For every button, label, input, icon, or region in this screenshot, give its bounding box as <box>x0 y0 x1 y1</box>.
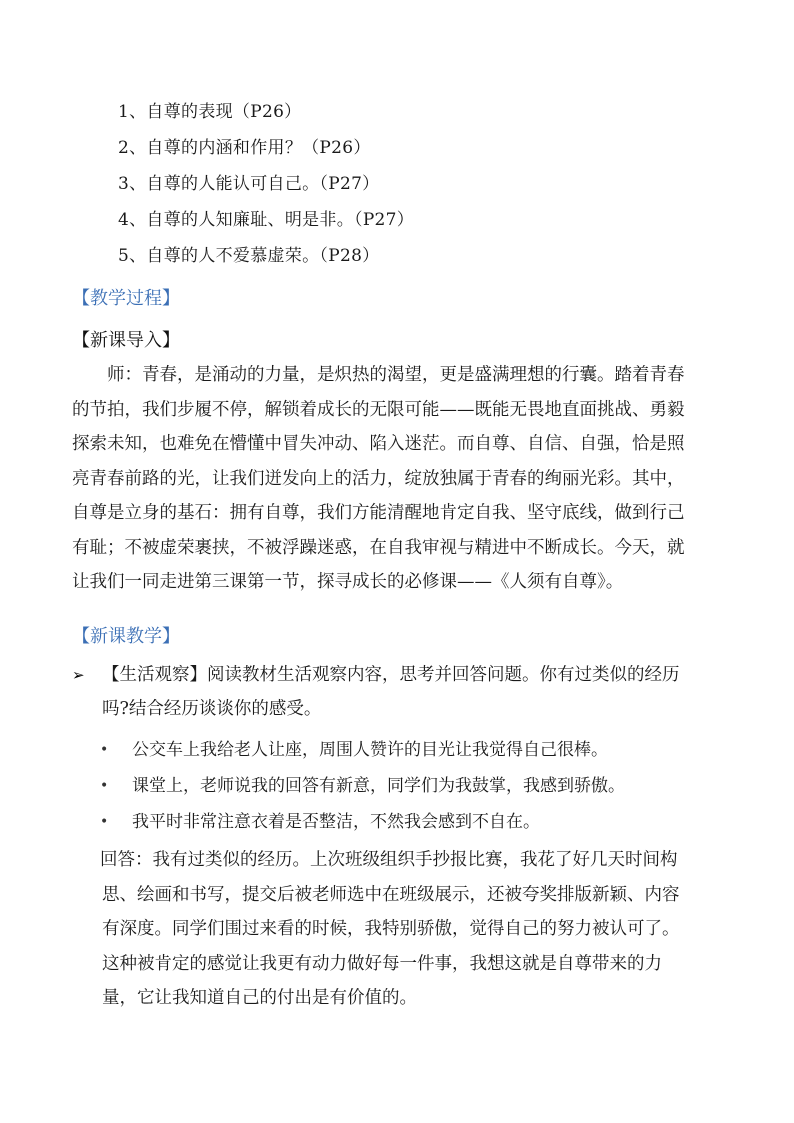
list-item <box>100 768 625 804</box>
examples-list <box>100 732 625 840</box>
bullet-dot-icon: • <box>100 742 109 758</box>
objective-item: 3、自尊的人能认可自己。（P27） <box>118 174 380 194</box>
heading-teaching-process: 【教学过程】 <box>72 288 180 309</box>
intro-paragraph <box>72 358 734 600</box>
text-line: 亮青春前路的光，让我们迸发向上的活力，绽放独属于青春的绚丽光彩。其中， <box>72 468 685 489</box>
text-line: 有深度。同学们围过来看的时候，我特别骄傲，觉得自己的努力被认可了。 <box>102 919 680 939</box>
text-line: 【生活观察】阅读教材生活观察内容，思考并回答问题。你有过类似的经历 <box>102 665 680 685</box>
objective-item: 2、自尊的内涵和作用？（P26） <box>118 138 371 158</box>
heading-new-lesson-intro: 【新课导入】 <box>72 330 180 351</box>
text-line: 这种被肯定的感觉让我更有动力做好每一件事，我想这就是自尊带来的力 <box>102 953 662 974</box>
objectives-list <box>118 94 414 274</box>
heading-new-lesson-teaching: 【新课教学】 <box>72 626 180 647</box>
text-line: 回答：我有过类似的经历。上次班级组织手抄报比赛，我花了好几天时间构 <box>100 850 678 870</box>
bullet-dot-icon: • <box>100 778 109 794</box>
arrow-bullet-icon: ➢ <box>72 666 85 684</box>
list-item <box>100 732 625 768</box>
text-line: 探索未知，也难免在懵懂中冒失冲动、陷入迷茫。而自尊、自信、自强，恰是照 <box>72 434 685 454</box>
list-item-text: 课堂上，老师说我的回答有新意，同学们为我鼓掌，我感到骄傲。 <box>132 776 625 796</box>
list-item-text: 公交车上我给老人让座，周围人赞许的目光让我觉得自己很棒。 <box>132 740 608 760</box>
answer-paragraph <box>102 843 742 1016</box>
list-item-text: 我平时非常注意衣着是否整洁，不然我会感到不自在。 <box>132 812 540 832</box>
text-line: 思、绘画和书写，提交后被老师选中在班级展示，还被夸奖排版新颖、内容 <box>102 884 680 905</box>
text-line: 师：青春，是涌动的力量，是炽热的渴望，更是盛满理想的行囊。踏着青春 <box>72 365 685 385</box>
observation-text <box>102 658 680 726</box>
text-line: 量，它让我知道自己的付出是有价值的。 <box>102 988 417 1008</box>
text-line: 的节拍，我们步履不停，解锁着成长的无限可能——既能无畏地直面挑战、勇毅 <box>72 399 685 420</box>
objective-item: 4、自尊的人知廉耻、明是非。（P27） <box>118 210 415 230</box>
list-item <box>100 804 625 840</box>
text-line: 让我们一同走进第三课第一节，探寻成长的必修课——《人须有自尊》。 <box>72 572 624 592</box>
objective-item: 5、自尊的人不爱慕虚荣。（P28） <box>118 246 380 266</box>
text-line: 有耻；不被虚荣裹挟，不被浮躁迷惑，在自我审视与精进中不断成长。今天，就 <box>72 537 685 558</box>
text-line: 吗?结合经历谈谈你的感受。 <box>102 699 322 719</box>
life-observation-block <box>72 658 734 726</box>
bullet-dot-icon: • <box>100 814 109 830</box>
text-line: 自尊是立身的基石：拥有自尊，我们方能清醒地肯定自我、坚守底线，做到行己 <box>72 503 685 523</box>
objective-item: 1、自尊的表现（P26） <box>118 102 302 122</box>
